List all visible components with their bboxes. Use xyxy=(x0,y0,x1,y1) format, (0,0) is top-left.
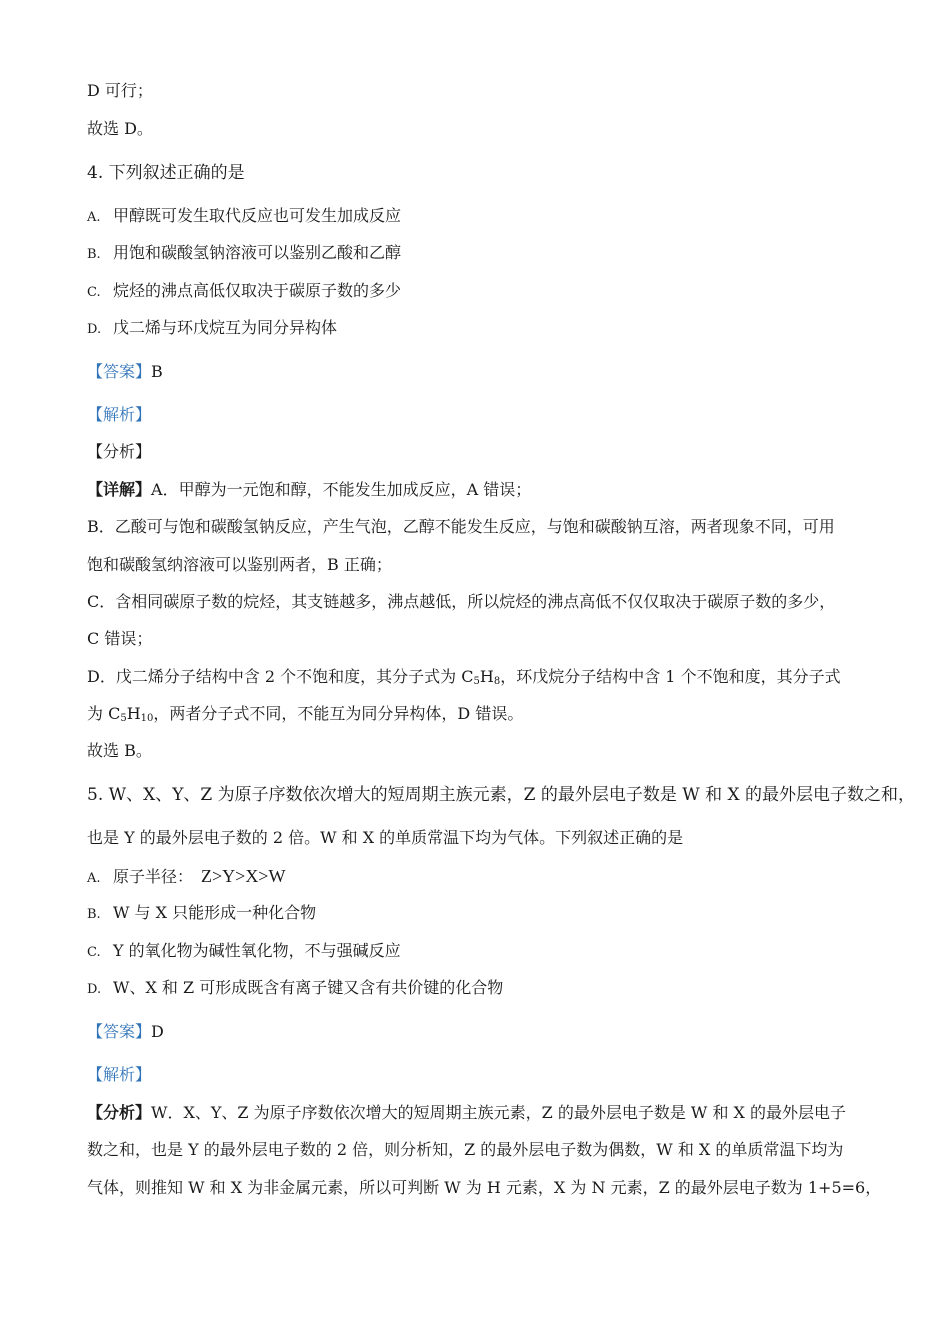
q5-option-a xyxy=(87,865,285,890)
option-text: W、X 和 Z 可形成既含有离子键又含有共价键的化合物 xyxy=(113,978,504,997)
answer-tag: 【答案】 xyxy=(87,362,152,381)
q5-answer xyxy=(87,1021,877,1043)
q4-detail-d-line2 xyxy=(87,703,877,725)
option-letter: D. xyxy=(87,322,102,337)
option-letter: C. xyxy=(87,285,101,300)
formula-text: D．戊二烯分子结构中含 2 个不饱和度，其分子式为 C xyxy=(87,667,474,686)
option-letter: A. xyxy=(87,871,101,886)
q5-option-b xyxy=(87,902,316,926)
option-text: Y 的氧化物为碱性氧化物，不与强碱反应 xyxy=(113,941,401,960)
q4-option-a xyxy=(87,205,401,229)
q4-conclusion: 故选 B。 xyxy=(87,741,152,760)
q4-detail-b-line2: 饱和碳酸氢纳溶液可以鉴别两者，B 正确； xyxy=(87,555,392,574)
option-letter: C. xyxy=(87,945,101,960)
q4-detail-d-line1 xyxy=(87,666,877,688)
prev-d-line: D 可行； xyxy=(87,81,153,100)
q5-option-c xyxy=(87,940,401,964)
option-letter: D. xyxy=(87,982,102,997)
formula-subscript: 8 xyxy=(493,676,501,687)
option-letter: B. xyxy=(87,247,101,262)
option-letter: B. xyxy=(87,907,101,922)
formula-subscript: 5 xyxy=(473,676,480,687)
formula-subscript: 10 xyxy=(140,713,154,724)
q4-option-b xyxy=(87,242,401,266)
fenxi-text: W．X、Y、Z 为原子序数依次增大的短周期主族元素，Z 的最外层电子数是 W 和 X 的最外层电子 xyxy=(151,1103,847,1122)
answer-value: D xyxy=(151,1022,164,1041)
option-text: 甲醇既可发生取代反应也可发生加成反应 xyxy=(113,206,402,225)
q4-detail-b-line1: B．乙酸可与饱和碳酸氢钠反应，产生气泡，乙醇不能发生反应，与饱和碳酸钠互溶，两者现象不同，可用 xyxy=(87,517,835,536)
q4-stem: 4. 下列叙述正确的是 xyxy=(87,163,245,183)
option-text: 用饱和碳酸氢钠溶液可以鉴别乙酸和乙醇 xyxy=(113,243,402,262)
q4-option-c xyxy=(87,280,401,304)
q5-fenxi-line1 xyxy=(87,1102,877,1124)
formula-text: H xyxy=(126,704,141,723)
option-letter: A. xyxy=(87,210,101,225)
q4-analysis-tag: 【解析】 xyxy=(87,405,152,424)
answer-value: B xyxy=(151,362,163,381)
formula-subscript: 5 xyxy=(120,713,127,724)
q4-answer xyxy=(87,361,877,383)
option-math: Z>Y>X>W xyxy=(201,866,286,886)
q4-option-d xyxy=(87,317,337,341)
option-text: 原子半径： xyxy=(113,867,194,886)
q4-fenxi: 【分析】 xyxy=(87,442,152,461)
detail-tag: 【详解】 xyxy=(87,480,152,499)
option-text: W 与 X 只能形成一种化合物 xyxy=(113,903,317,922)
q5-stem-line1: 5. W、X、Y、Z 为原子序数依次增大的短周期主族元素，Z 的最外层电子数是 W 和 X 的最外层电子数之和， xyxy=(87,785,916,805)
q5-stem-line2: 也是 Y 的最外层电子数的 2 倍。W 和 X 的单质常温下均为气体。下列叙述正确的是 xyxy=(87,828,684,847)
formula-text: H xyxy=(479,667,494,686)
fenxi-tag: 【分析】 xyxy=(87,1103,152,1122)
q5-fenxi-line2: 数之和，也是 Y 的最外层电子数的 2 倍，则分析知，Z 的最外层电子数为偶数，W 和 X 的单质常温下均为 xyxy=(87,1140,844,1159)
formula-text: ，两者分子式不同，不能互为同分异构体，D 错误。 xyxy=(153,704,524,723)
formula-text: 为 C xyxy=(87,704,121,723)
detail-text: A．甲醇为一元饱和醇，不能发生加成反应，A 错误； xyxy=(151,480,532,499)
prev-conclusion: 故选 D。 xyxy=(87,119,153,138)
q4-detail-a xyxy=(87,479,877,501)
q5-fenxi-line3: 气体，则推知 W 和 X 为非金属元素，所以可判断 W 为 H 元素，X 为 N 元素，Z 的最外层电子数为 1+5=6， xyxy=(87,1178,882,1197)
q4-detail-c-line2: C 错误； xyxy=(87,629,153,648)
q5-option-d xyxy=(87,977,503,1001)
q4-detail-c-line1: C．含相同碳原子数的烷烃，其支链越多，沸点越低，所以烷烃的沸点高低不仅仅取决于碳原子数的多少， xyxy=(87,592,836,611)
option-text: 戊二烯与环戊烷互为同分异构体 xyxy=(113,318,338,337)
option-text: 烷烃的沸点高低仅取决于碳原子数的多少 xyxy=(113,281,402,300)
answer-tag: 【答案】 xyxy=(87,1022,152,1041)
q5-analysis-tag: 【解析】 xyxy=(87,1065,152,1084)
formula-text: ，环戊烷分子结构中含 1 个不饱和度，其分子式 xyxy=(500,667,841,686)
